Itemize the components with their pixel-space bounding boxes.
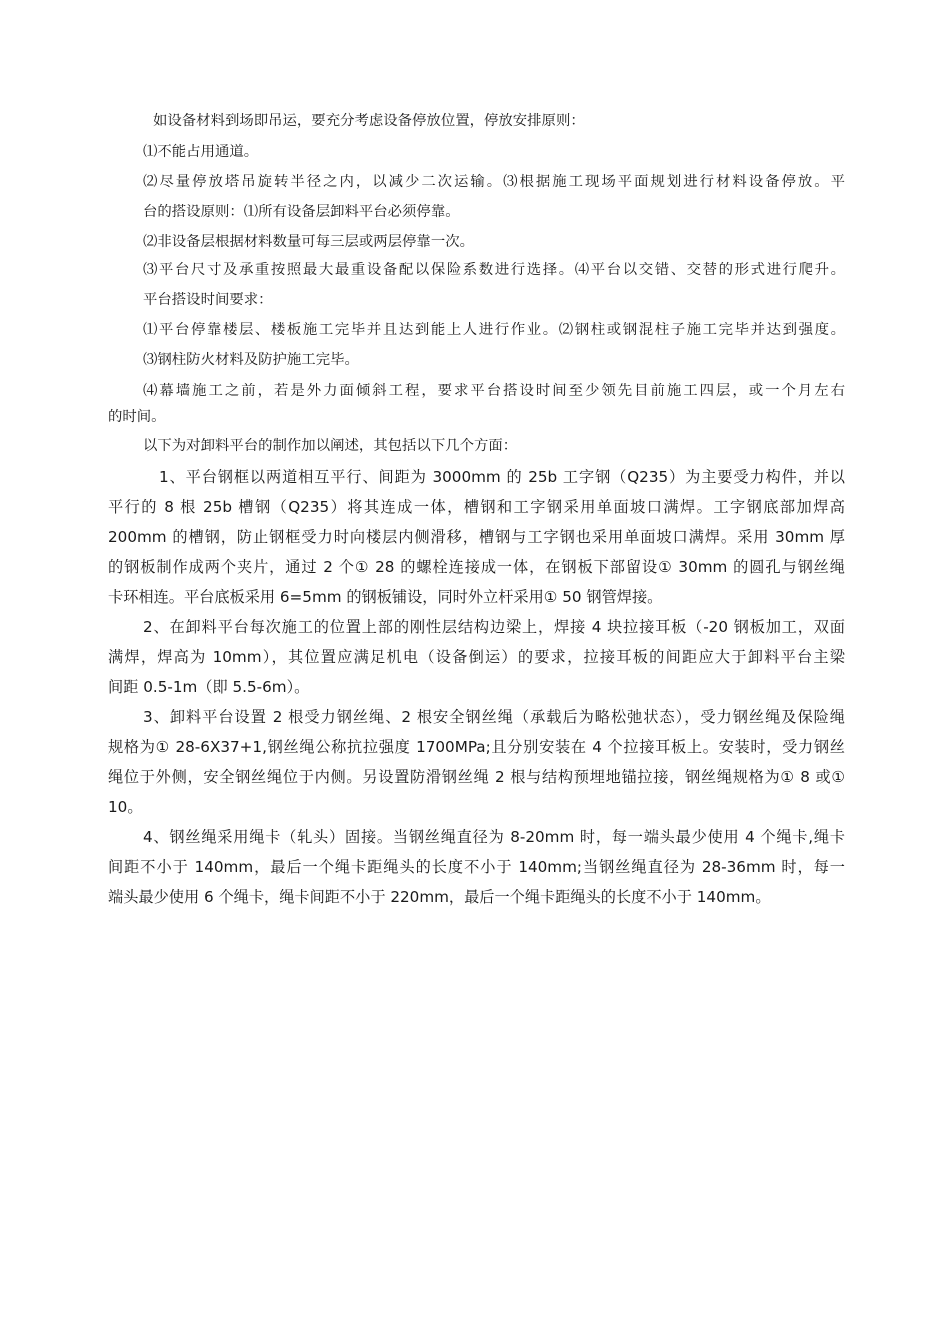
aspect-1-line-2: 平行的 8 根 25b 槽钢（Q235）将其连成一体，槽钢和工字钢采用单面坡口满焊。工字钢底部加焊高: [108, 498, 845, 516]
parking-rule-1: ⑴不能占用通道。: [143, 144, 259, 160]
intro-text: 如设备材料到场即吊运，要充分考虑设备停放位置，停放安排原则：: [153, 113, 585, 129]
aspect-2-line-3: 间距 0.5-1m（即 5.5-6m）。: [108, 678, 310, 696]
build-rule-3: ⑶平台尺寸及承重按照最大最重设备配以保险系数进行选择。⑷平台以交错、交替的形式进行爬升。: [143, 262, 845, 278]
aspect-1-line-4: 的钢板制作成两个夹片，通过 2 个① 28 的螺栓连接成一体，在钢板下部留设① 30mm 的圆孔与钢丝绳: [108, 558, 845, 576]
time-heading: 平台搭设时间要求：: [143, 292, 273, 308]
aspects-intro: 以下为对卸料平台的制作加以阐述，其包括以下几个方面：: [143, 438, 518, 454]
aspect-4-line-1: 4、钢丝绳采用绳卡（轧头）固接。当钢丝绳直径为 8-20mm 时，每一端头最少使用 4 个绳卡,绳卡: [143, 828, 845, 846]
parking-rule-2-line-1: ⑵尽量停放塔吊旋转半径之内，以减少二次运输。⑶根据施工现场平面规划进行材料设备停放。平: [143, 174, 845, 190]
aspect-2-line-2: 满焊，焊高为 10mm），其位置应满足机电（设备倒运）的要求，拉接耳板的间距应大于卸料平台主梁: [108, 648, 845, 666]
time-rule-4-line-1: ⑷幕墙施工之前，若是外力面倾斜工程，要求平台搭设时间至少领先目前施工四层，或一个月左右: [143, 383, 845, 399]
aspect-2-line-1: 2、在卸料平台每次施工的位置上部的刚性层结构边梁上，焊接 4 块拉接耳板（-20 钢板加工，双面: [143, 618, 845, 636]
aspect-3-line-4: 10。: [108, 798, 143, 816]
time-rule-3: ⑶钢柱防火材料及防护施工完毕。: [143, 352, 359, 368]
time-rule-1: ⑴平台停靠楼层、楼板施工完毕并且达到能上人进行作业。⑵钢柱或钢混柱子施工完毕并达到强度。: [143, 322, 845, 338]
parking-rule-2-line-2: 台的搭设原则：⑴所有设备层卸料平台必须停靠。: [143, 204, 460, 220]
time-rule-4-line-2: 的时间。: [108, 409, 166, 425]
aspect-3-line-1: 3、卸料平台设置 2 根受力钢丝绳、2 根安全钢丝绳（承载后为略松弛状态），受力钢丝绳及保险绳: [143, 708, 845, 726]
aspect-1-line-1: 1、平台钢框以两道相互平行、间距为 3000mm 的 25b 工字钢（Q235）为主要受力构件，并以: [159, 468, 845, 486]
build-rule-2: ⑵非设备层根据材料数量可每三层或两层停靠一次。: [143, 234, 474, 250]
aspect-1-line-3: 200mm 的槽钢，防止钢框受力时向楼层内侧滑移，槽钢与工字钢也采用单面坡口满焊。采用 30mm 厚: [108, 528, 845, 546]
aspect-4-line-2: 间距不小于 140mm，最后一个绳卡距绳头的长度不小于 140mm;当钢丝绳直径为 28-36mm 时，每一: [108, 858, 845, 876]
aspect-3-line-2: 规格为① 28-6X37+1,钢丝绳公称抗拉强度 1700MPa;且分别安装在 4 个拉接耳板上。安装时，受力钢丝: [108, 738, 845, 756]
aspect-3-line-3: 绳位于外侧，安全钢丝绳位于内侧。另设置防滑钢丝绳 2 根与结构预埋地锚拉接，钢丝绳规格为① 8 或①: [108, 768, 845, 786]
aspect-4-line-3: 端头最少使用 6 个绳卡，绳卡间距不小于 220mm，最后一个绳卡距绳头的长度不小于 140mm。: [108, 888, 771, 906]
aspect-1-line-5: 卡环相连。平台底板采用 6=5mm 的钢板铺设，同时外立杆采用① 50 钢管焊接。: [108, 588, 663, 606]
